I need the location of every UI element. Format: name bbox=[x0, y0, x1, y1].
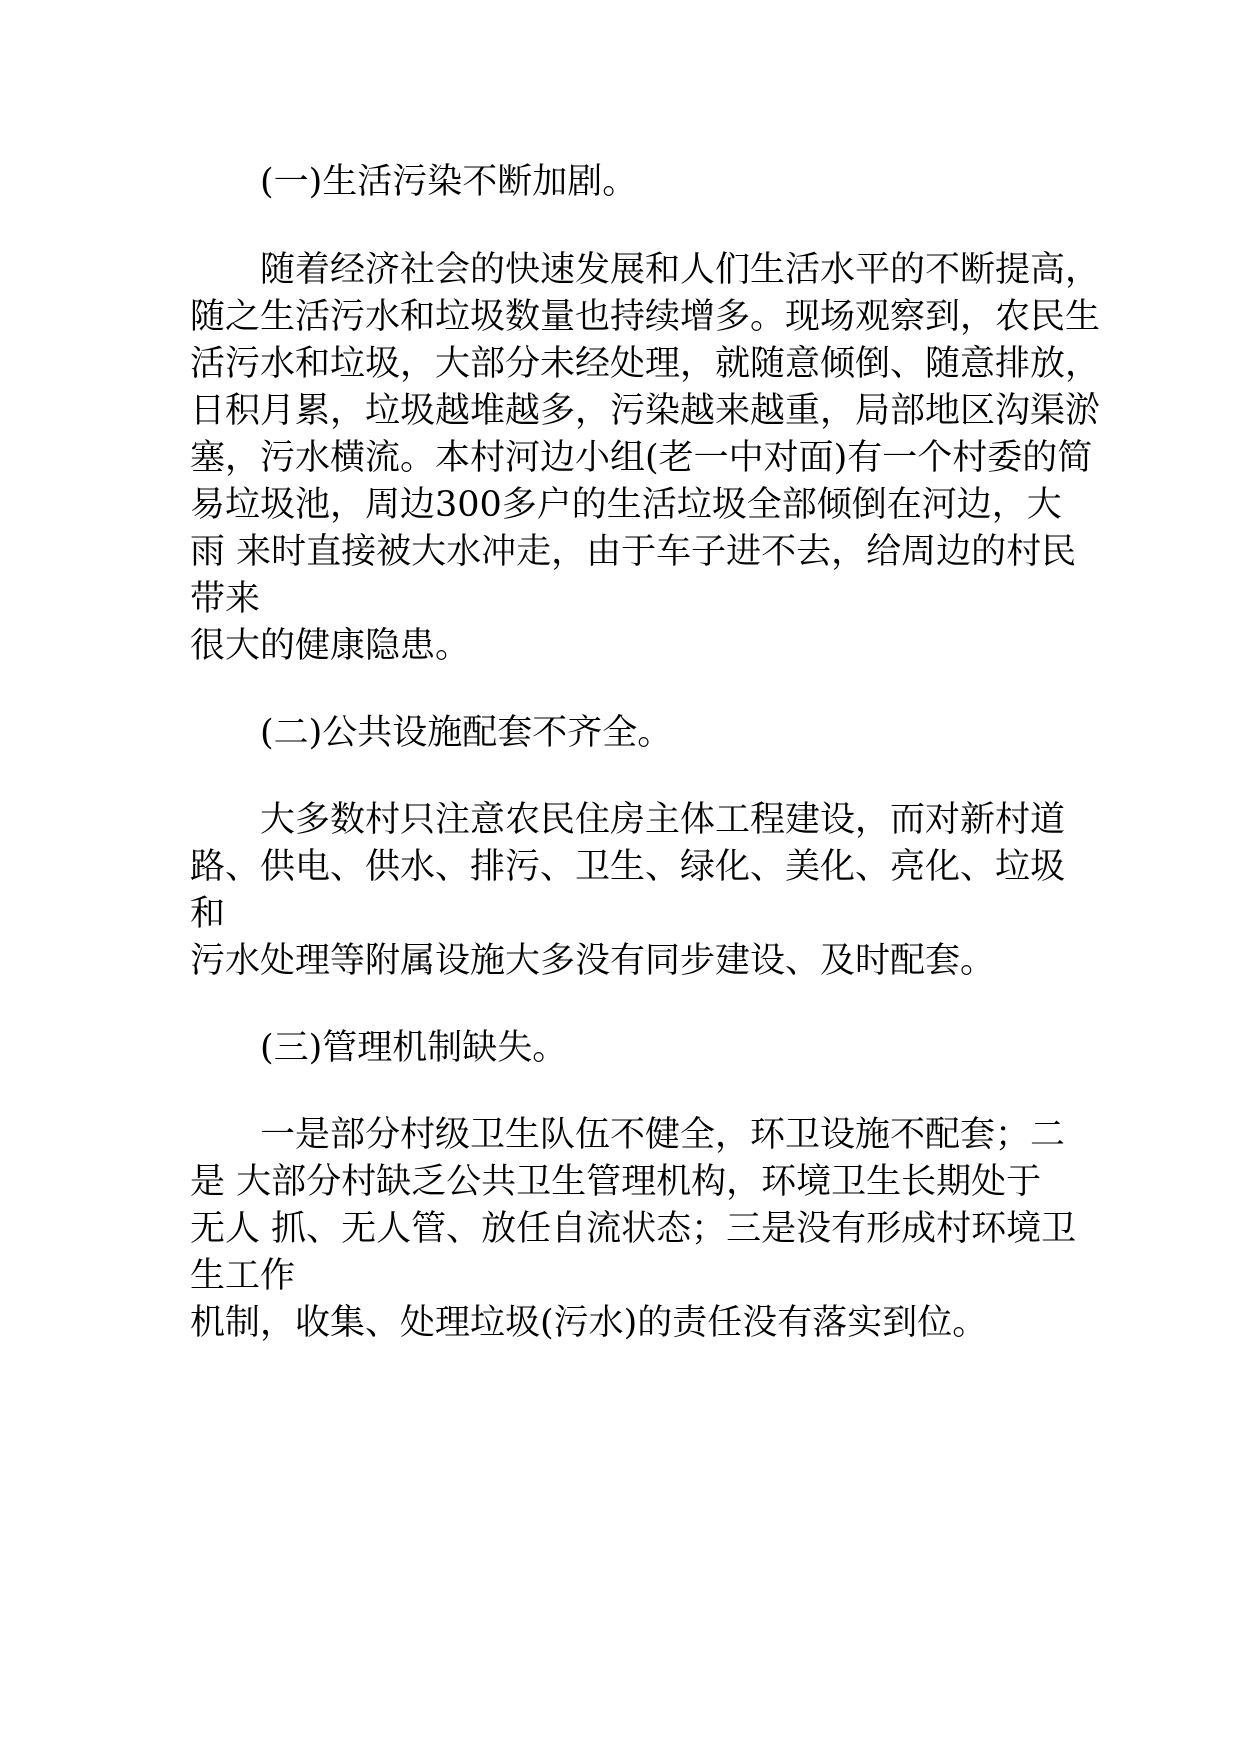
section-3-line-5: 机制，收集、处理垃圾(污水)的责任没有落实到位。 bbox=[190, 1303, 988, 1343]
section-1-line-6: 易垃圾池，周边300多户的生活垃圾全部倾倒在河边，大 bbox=[190, 485, 1062, 525]
section-2-heading: (二)公共设施配套不齐全。 bbox=[260, 713, 673, 753]
section-1-line-3: 活污水和垃圾，大部分未经处理，就随意倾倒、随意排放， bbox=[190, 344, 1101, 384]
section-3-line-2: 是 大部分村缺乏公共卫生管理机构，环境卫生长期处于 bbox=[190, 1162, 1042, 1202]
section-1-heading: (一)生活污染不断加剧。 bbox=[260, 162, 638, 202]
section-3-line-3: 无人 抓、无人管、放任自流状态；三是没有形成村环境卫 bbox=[190, 1209, 1077, 1249]
section-3-heading: (三)管理机制缺失。 bbox=[260, 1028, 568, 1068]
section-2-line-4: 污水处理等附属设施大多没有同步建设、及时配套。 bbox=[190, 941, 996, 981]
section-1-line-7: 雨 来时直接被大水冲走，由于车子进不去，给周边的村民 bbox=[190, 532, 1077, 572]
section-1-line-4: 日积月累，垃圾越堆越多，污染越来越重，局部地区沟渠淤 bbox=[190, 391, 1101, 431]
section-2-line-2: 路、供电、供水、排污、卫生、绿化、美化、亮化、垃圾 bbox=[190, 847, 1066, 887]
section-1-line-5: 塞，污水横流。本村河边小组(老一中对面)有一个村委的简 bbox=[190, 438, 1093, 478]
section-2-line-3: 和 bbox=[190, 894, 226, 934]
section-1-line-2: 随之生活污水和垃圾数量也持续增多。现场观察到，农民生 bbox=[190, 297, 1101, 337]
section-1-line-1: 随着经济社会的快速发展和人们生活水平的不断提高， bbox=[260, 250, 1101, 290]
section-3-line-4: 生工作 bbox=[190, 1256, 296, 1296]
section-2-line-1: 大多数村只注意农民住房主体工程建设，而对新村道 bbox=[260, 800, 1066, 840]
section-3-line-1: 一是部分村级卫生队伍不健全，环卫设施不配套；二 bbox=[260, 1115, 1066, 1155]
section-1-line-9: 很大的健康隐患。 bbox=[190, 626, 471, 666]
section-1-line-8: 带来 bbox=[190, 579, 261, 619]
